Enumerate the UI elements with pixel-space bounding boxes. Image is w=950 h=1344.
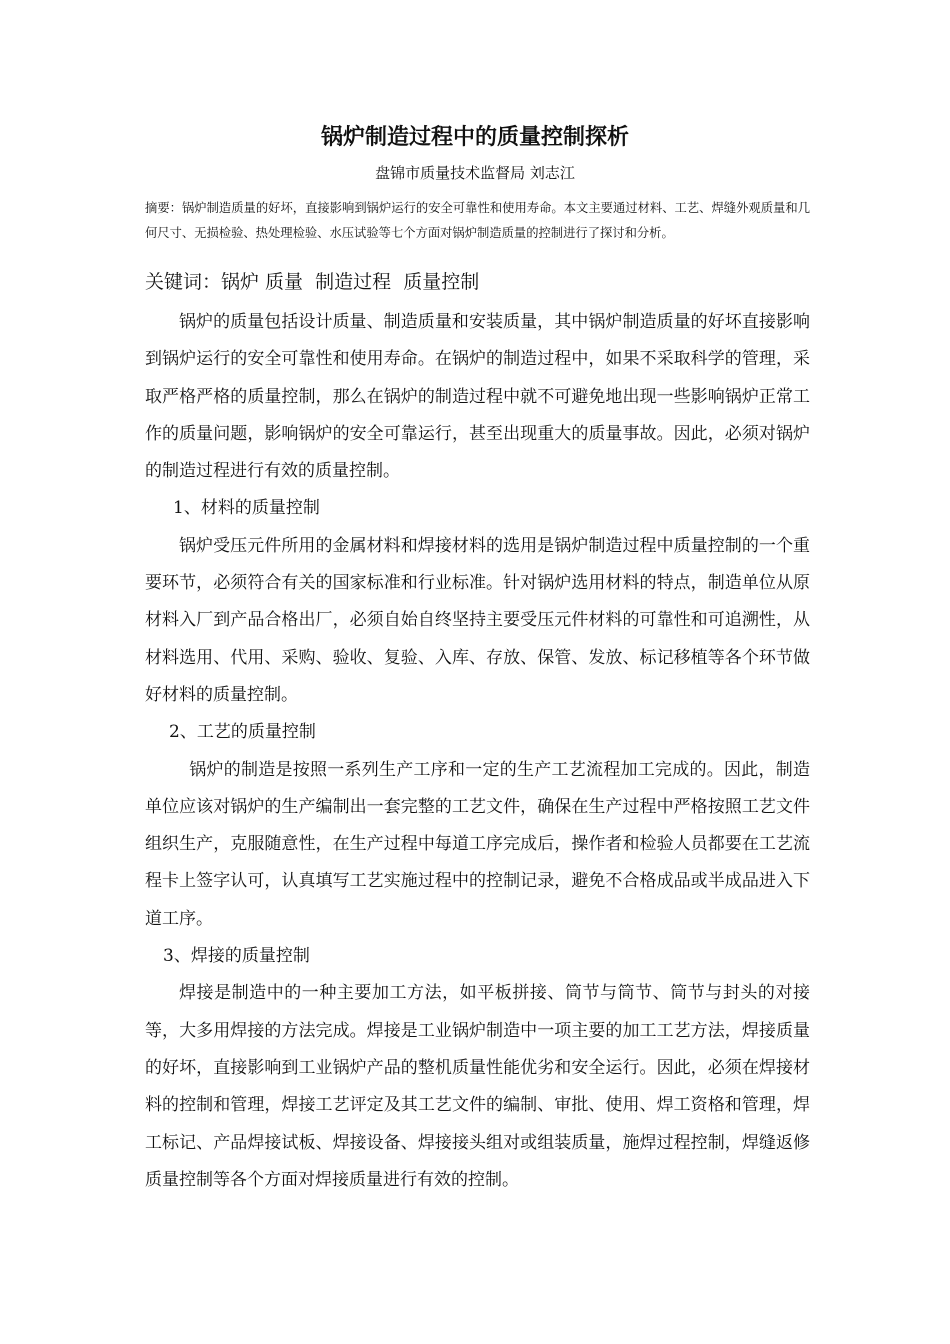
section-paragraph-materials: 锅炉受压元件所用的金属材料和焊接材料的选用是锅炉制造过程中质量控制的一个重要环节，必须符合有关的国家标准和行业标准。针对锅炉选用材料的特点，制造单位从原材料入厂到产品合格出厂，必须自始自终坚持主要受压元件材料的可靠性和可追溯性，从材料选用、代用、采购、验收、复验、入库、存放、保管、发放、标记移植等各个环节做好材料的质量控制。: [145, 535, 810, 705]
intro-paragraph: 锅炉的质量包括设计质量、制造质量和安装质量，其中锅炉制造质量的好坏直接影响到锅炉运行的安全可靠性和使用寿命。在锅炉的制造过程中，如果不采取科学的管理，采取严格严格的质量控制，那么在锅炉的制造过程中就不可避免地出现一些影响锅炉正常工作的质量问题，影响锅炉的安全可靠运行，甚至出现重大的质量事故。因此，必须对锅炉的制造过程进行有效的质量控制。: [145, 312, 810, 482]
document-body: [145, 304, 810, 1199]
section-heading-welding: 3、焊接的质量控制: [163, 946, 310, 967]
document-title: 锅炉制造过程中的质量控制探析: [320, 125, 629, 150]
author-line: 盘锦市质量技术监督局 刘志江: [375, 164, 575, 182]
section-paragraph-process: 锅炉的制造是按照一系列生产工序和一定的生产工艺流程加工完成的。因此，制造单位应该对锅炉的生产编制出一套完整的工艺文件，确保在生产过程中严格按照工艺文件组织生产，克服随意性，在生产过程中每道工序完成后，操作者和检验人员都要在工艺流程卡上签字认可，认真填写工艺实施过程中的控制记录，避免不合格成品或半成品进入下道工序。: [145, 759, 810, 929]
abstract: 摘要：锅炉制造质量的好坏，直接影响到锅炉运行的安全可靠性和使用寿命。本文主要通过材料、工艺、焊缝外观质量和几何尺寸、无损检验、热处理检验、水压试验等七个方面对锅炉制造质量的控制进行了探讨和分析。: [145, 201, 810, 240]
section-heading-materials: 1、材料的质量控制: [173, 498, 320, 519]
keywords: 关键词：锅炉 质量 制造过程 质量控制: [145, 271, 480, 293]
section-paragraph-welding: 焊接是制造中的一种主要加工方法，如平板拼接、筒节与筒节、筒节与封头的对接等，大多用焊接的方法完成。焊接是工业锅炉制造中一项主要的加工工艺方法，焊接质量的好坏，直接影响到工业锅炉产品的整机质量性能优劣和安全运行。因此，必须在焊接材料的控制和管理，焊接工艺评定及其工艺文件的编制、审批、使用、焊工资格和管理，焊工标记、产品焊接试板、焊接设备、焊接接头组对或组装质量，施焊过程控制，焊缝返修质量控制等各个方面对焊接质量进行有效的控制。: [145, 983, 810, 1190]
section-heading-process: 2、工艺的质量控制: [169, 722, 316, 743]
